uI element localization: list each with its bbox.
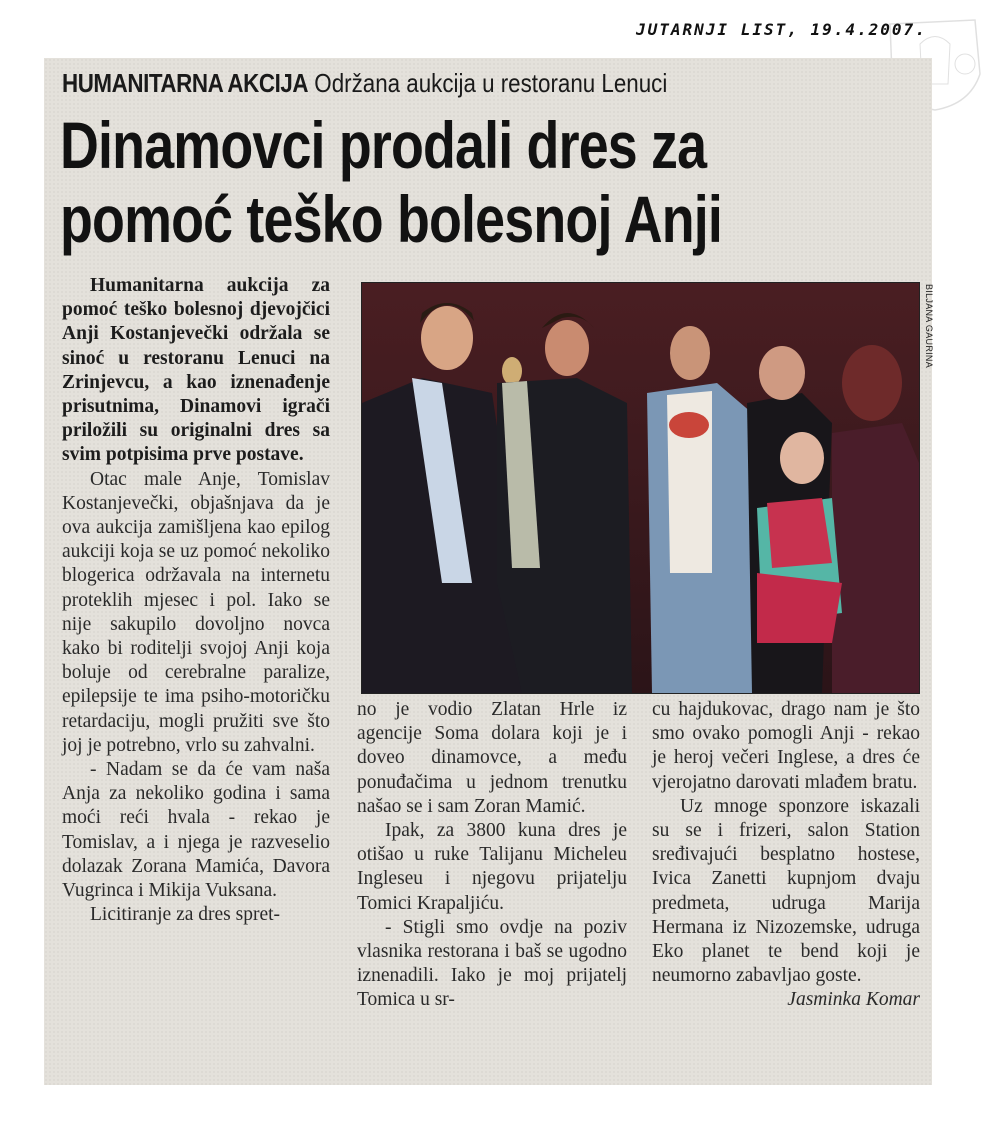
headline-line-2: pomoć teško bolesnoj Anji xyxy=(60,182,723,256)
body-paragraph: Licitiranje za dres spret- xyxy=(90,904,281,926)
kicker-subtitle: Održana aukcija u restoranu Lenuci xyxy=(314,68,668,98)
body-paragraph: Otac male Anje, Tomislav Kostanjevečki, objašnjava da je ova aukcija zamišljena kao epilog aukciji koja se uz pomoć nekoliko blogerica održavala na internetu proteklih mjesec i pol. Iako se nije sakupilo dovoljno novca kako bi roditelji svojoj Anji koja boluje od cerebralne paralize, epilepsije te ima psiho-motoričku retardaciju, mogli pružiti sve što joj je potrebno, vrlo su zahvalni. xyxy=(62,468,330,756)
article-photo xyxy=(361,282,920,694)
photo-credit-label: BILJANA GAURINA xyxy=(924,284,934,369)
article-column-3 xyxy=(652,698,920,1013)
body-paragraph: cu hajdukovac, drago nam je što smo ovako pomogli Anji - rekao je heroj večeri Inglese, a dres će vjerojatno darovati mlađem bratu. xyxy=(652,699,920,793)
body-paragraph: - Stigli smo ovdje na poziv vlasnika restorana i baš se ugodno iznenadili. Iako je moj prijatelj Tomica u sr- xyxy=(357,916,627,1011)
article-kicker xyxy=(62,68,667,98)
article-column-2 xyxy=(357,698,627,1013)
photo-credit xyxy=(922,284,936,414)
newspaper-source-stamp: JUTARNJI LIST, 19.4.2007. xyxy=(636,20,927,39)
lead-paragraph: Humanitarna aukcija za pomoć teško bolesnoj djevojčici Anji Kostanjevečki održala se sinoć u restoranu Lenuci na Zrinjevcu, a kao iznenađenje prisutnima, Dinamovi igrači priložili su originalni dres sa svim potpisima prve postave. xyxy=(62,275,330,466)
body-paragraph: no je vodio Zlatan Hrle iz agencije Soma dolara koji je i doveo dinamovce, a među ponuđačima u jednom trenutku našao se i sam Zoran Mamić. xyxy=(357,699,627,817)
article-headline xyxy=(60,108,875,256)
body-paragraph: Uz mnoge sponzore iskazali su se i frizeri, salon Station sređivajući besplatno hostese, Ivica Zanetti kupnjom dvaju predmeta, udruga Marija Hermana iz Nizozemske, udruga Eko planet te bend koji je neumorno zabavljao goste. xyxy=(652,795,920,987)
headline-line-1: Dinamovci prodali dres za xyxy=(60,108,707,182)
author-byline: Jasminka Komar xyxy=(787,989,920,1011)
article-column-1 xyxy=(62,274,330,927)
body-paragraph: Ipak, za 3800 kuna dres je otišao u ruke Talijanu Micheleu Ingleseu i njegovu prijatelju Tomici Krapaljiću. xyxy=(357,820,627,914)
section-label: HUMANITARNA AKCIJA xyxy=(62,68,309,98)
group-photo-image xyxy=(362,283,919,693)
body-paragraph: - Nadam se da će vam naša Anja za nekoliko godina i sama moći reći hvala - rekao je Tomislav, a i njega je razveselio dolazak Zorana Mamića, Davora Vugrinca i Mikija Vuksana. xyxy=(62,759,330,902)
newspaper-clipping xyxy=(44,58,932,1085)
